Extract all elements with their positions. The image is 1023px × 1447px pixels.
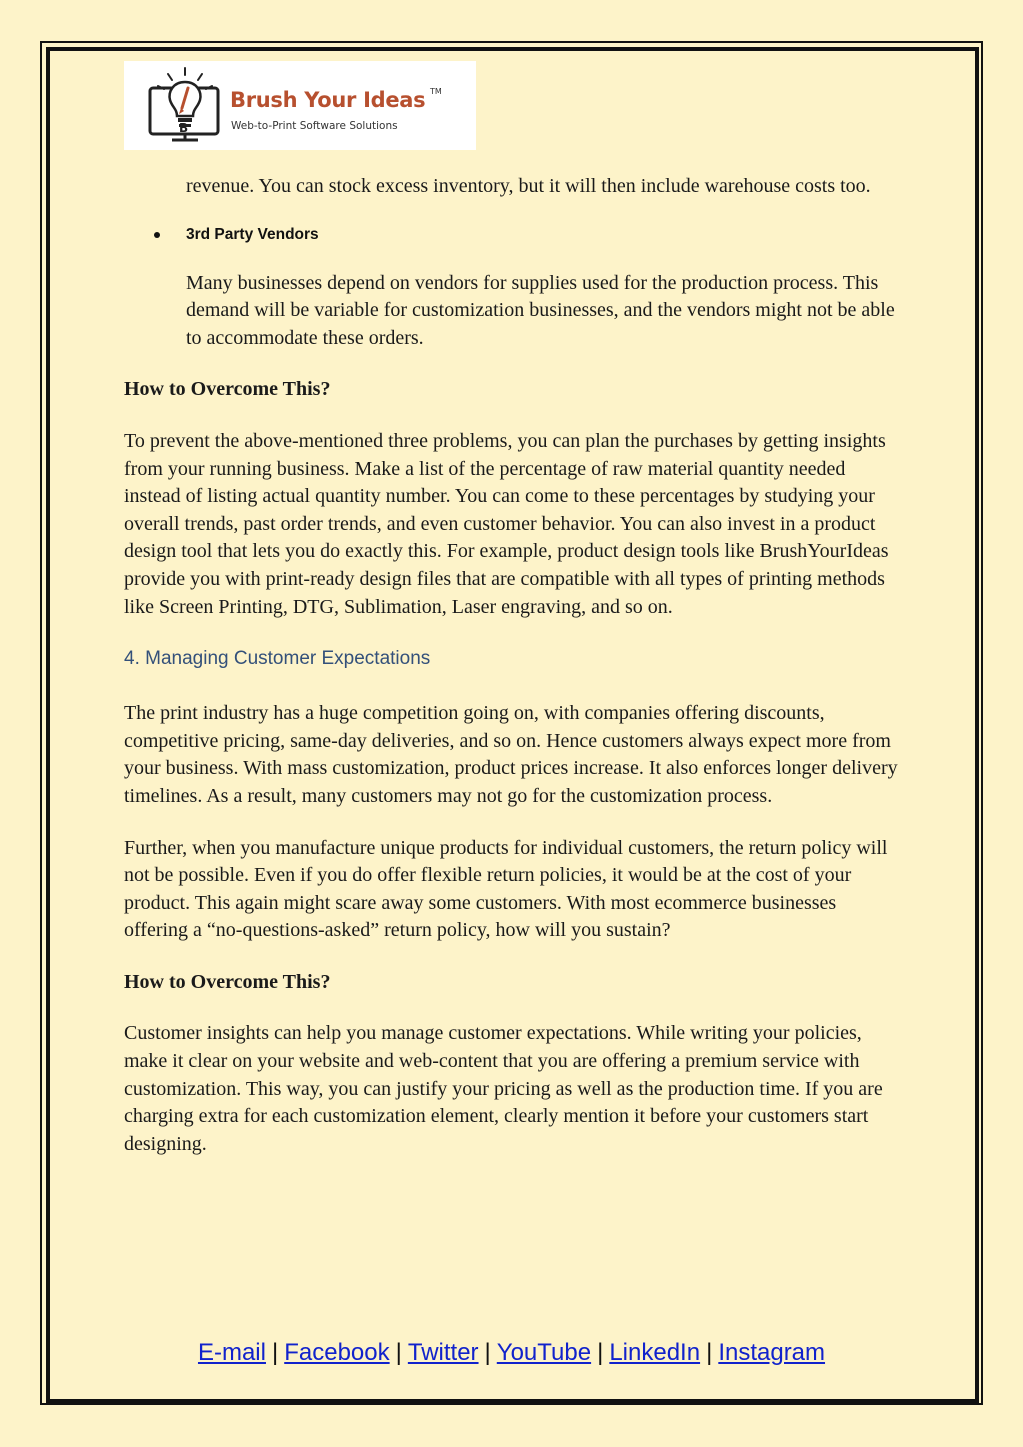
bullet-item [124,224,899,246]
brand-name: Brush Your Ideas [230,88,426,112]
bullet-label: 3rd Party Vendors [186,225,319,243]
trademark-mark: TM [430,87,442,96]
facebook-link[interactable]: Facebook [284,1339,390,1366]
paragraph-customer-insights: Customer insights can help you manage customer expectations. While writing your policies, make it clear on your website and web-content that you are offering a premium service with customization. This way, you can justify your pricing as well as the production time. If you are charging extra for each customization element, clearly mention it before your customers start designing. [124,1022,883,1155]
section-heading: 4. Managing Customer Expectations [124,648,431,670]
footer-separator: | [597,1339,604,1366]
article-body [124,173,899,1158]
footer-links [0,1336,1023,1370]
twitter-link[interactable]: Twitter [407,1339,479,1366]
footer-separator: | [395,1339,402,1366]
bullet-dot-icon [154,232,160,238]
paragraph-vendors: Many businesses depend on vendors for supplies used for the production process. This demand will be variable for customization businesses, and the vendors might not be able to accommodate these orders. [186,271,895,349]
email-link[interactable]: E-mail [197,1339,266,1366]
paragraph-plan-purchases: To prevent the above-mentioned three problems, you can plan the purchases by getting insights from your running business. Make a list of the percentage of raw material quantity needed instead of listing actual quantity number. You can come to these percentages by studying your overall trends, past order trends, and even customer behavior. You can also invest in a product design tool that lets you do exactly this. For example, product design tools like BrushYourIdeas provide you with print-ready design files that are compatible with all types of printing methods like Screen Printing, DTG, Sublimation, Laser engraving, and so on. [124,429,889,618]
paragraph-revenue: revenue. You can stock excess inventory, but it will then include warehouse costs too. [186,175,871,197]
footer-separator: | [484,1339,491,1366]
subheading-overcome-2: How to Overcome This? [124,970,331,993]
footer-separator: | [706,1339,713,1366]
paragraph-competition: The print industry has a huge competition going on, with companies offering discounts, competitive pricing, same-day deliveries, and so on. Hence customers always expect more from your business. With mass customization, product prices increase. It also enforces longer delivery timelines. As a result, many customers may not go for the customization process. [124,702,898,807]
instagram-link[interactable]: Instagram [718,1339,826,1366]
paragraph-return-policy: Further, when you manufacture unique products for individual customers, the return policy will not be possible. Even if you do offer flexible return policies, it would be at the cost of your product. This again might scare away some customers. With most ecommerce businesses offering a “no-questions-asked” return policy, how will you sustain? [124,836,888,942]
brand-logo [124,61,476,150]
brand-tagline: Web-to-Print Software Solutions [231,120,398,132]
lightbulb-monitor-icon [142,66,228,146]
subheading-overcome-1: How to Overcome This? [124,378,331,401]
linkedin-link[interactable]: LinkedIn [609,1339,701,1366]
footer-separator: | [271,1339,279,1366]
youtube-link[interactable]: YouTube [496,1339,592,1366]
svg-text:B: B [179,121,189,135]
